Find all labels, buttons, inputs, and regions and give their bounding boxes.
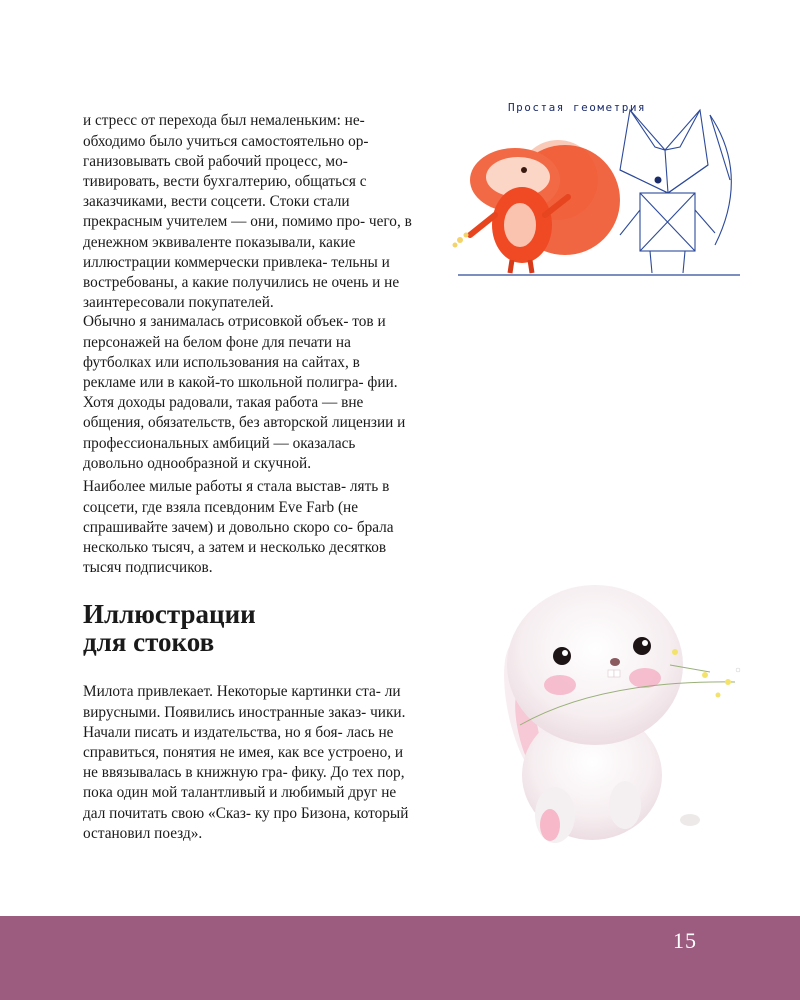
- page-number: 15: [673, 928, 697, 953]
- geometric-fox-figure: [620, 110, 731, 273]
- body-paragraph-3: Наиболее милые работы я стала выстав- лять в соцсети, где взяла псевдоним Eve Farb (не спрашивайте зачем) и довольно скоро со- брала несколько тысяч, а затем и несколько десятков тысяч подписчиков.: [83, 478, 394, 577]
- bunny-illustration: [480, 570, 750, 850]
- geometry-center-dot: [655, 177, 662, 184]
- body-paragraph-1: и стресс от перехода был немаленьким: не- обходимо было учиться самостоятельно ор- ганизовывать свой рабочий процесс, мо- тивировать, вести бухгалтерию, общаться с заказчиками, вести соцсети. Стоки стали прекрасным учителем — они, помимо про- чего, в денежном эквиваленте показывали, какие иллюстрации коммерчески привлека- тельны и востребованы, а какие получились не очень и не заинтересовали покупателей.: [83, 112, 412, 312]
- fox-geometry-illustration: [440, 85, 750, 285]
- section-heading: Иллюстрации для стоков: [83, 599, 256, 657]
- fluffy-fox-figure: [453, 140, 621, 273]
- body-paragraph-2: Обычно я занималась отрисовкой объек- тов и персонажей на белом фоне для печати на футболках или использования на сайтах, в рекламе или в какой-то школьной полигра- фии. Хотя доходы радовали, такая работа — вне общения, обязательств, без авторской лицензии и профессиональных амбиций — оказалась довольно однообразной и скучной.: [83, 313, 406, 472]
- bunny-figure: [494, 585, 700, 843]
- sketch-caption: Простая геометрия: [508, 101, 647, 114]
- body-paragraph-4: Милота привлекает. Некоторые картинки ста- ли вирусными. Появились иностранные заказ- чики. Начали писать и издательства, но я боя- лась не справиться, понятия не имея, как все устроено, и не ввязывалась в книжную гра- фику. До тех пор, пока один мой талантливый и любимый друг не дал почитать свою «Сказ- ку про Бизона, который остановил поезд».: [83, 683, 409, 842]
